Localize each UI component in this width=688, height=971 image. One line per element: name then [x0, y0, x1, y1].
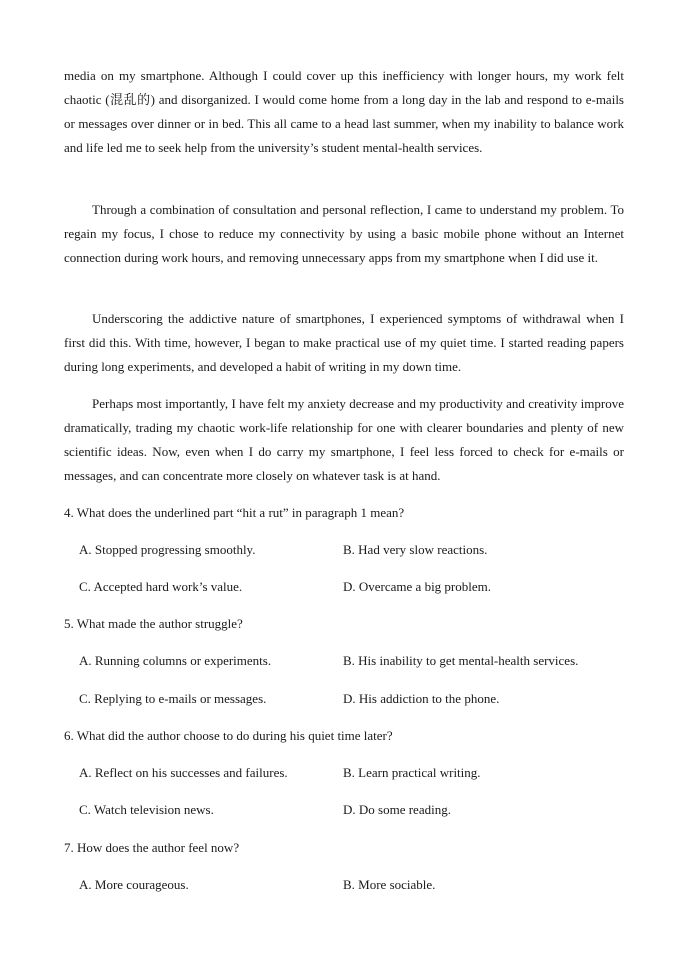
question-4-option-a[interactable]: A. Stopped progressing smoothly.	[79, 542, 256, 557]
question-7-option-a[interactable]: A. More courageous.	[79, 877, 189, 892]
question-5-option-d[interactable]: D. His addiction to the phone.	[343, 691, 500, 706]
question-4-option-b[interactable]: B. Had very slow reactions.	[343, 542, 488, 557]
question-4-option-c[interactable]: C. Accepted hard work’s value.	[79, 579, 243, 594]
paragraph-4: Perhaps most importantly, I have felt my anxiety decrease and my productivity and creativity improve dramatically, trading my chaotic work-life relationship for one with clearer boundaries and plenty of new scientific ideas. Now, even when I do carry my smartphone, I feel less forced to check for e-mails or messages, and can concentrate more closely on whatever task is at hand.	[64, 396, 624, 483]
question-4-stem: 4. What does the underlined part “hit a rut” in paragraph 1 mean?	[64, 505, 405, 520]
question-7-stem: 7. How does the author feel now?	[64, 840, 240, 855]
question-5-option-b[interactable]: B. His inability to get mental-health services.	[343, 653, 579, 668]
question-6-option-a[interactable]: A. Reflect on his successes and failures.	[79, 765, 288, 780]
question-6-option-c[interactable]: C. Watch television news.	[79, 802, 214, 817]
question-6-option-d[interactable]: D. Do some reading.	[343, 802, 451, 817]
question-6-stem: 6. What did the author choose to do during his quiet time later?	[64, 728, 393, 743]
question-5-stem: 5. What made the author struggle?	[64, 616, 243, 631]
question-7-option-b[interactable]: B. More sociable.	[343, 877, 436, 892]
question-6-option-b[interactable]: B. Learn practical writing.	[343, 765, 481, 780]
question-5-option-a[interactable]: A. Running columns or experiments.	[79, 653, 272, 668]
question-4-option-d[interactable]: D. Overcame a big problem.	[343, 579, 492, 594]
question-5-option-c[interactable]: C. Replying to e-mails or messages.	[79, 691, 267, 706]
paragraph-3: Underscoring the addictive nature of smartphones, I experienced symptoms of withdrawal when I first did this. With time, however, I began to make practical use of my quiet time. I started reading papers during long experiments, and developed a habit of writing in my down time.	[64, 311, 624, 374]
paragraph-2: Through a combination of consultation and personal reflection, I came to understand my problem. To regain my focus, I chose to reduce my connectivity by using a basic mobile phone without an Internet connection during work hours, and removing unnecessary apps from my smartphone when I did use it.	[64, 202, 624, 265]
paragraph-1: media on my smartphone. Although I could cover up this inefficiency with longer hours, my work felt chaotic (混乱的) and disorganized. I would come home from a long day in the lab and respond to e-mails or messages over dinner or in bed. This all came to a head last summer, when my inability to balance work and life led me to seek help from the university’s student mental-health services.	[64, 68, 624, 155]
